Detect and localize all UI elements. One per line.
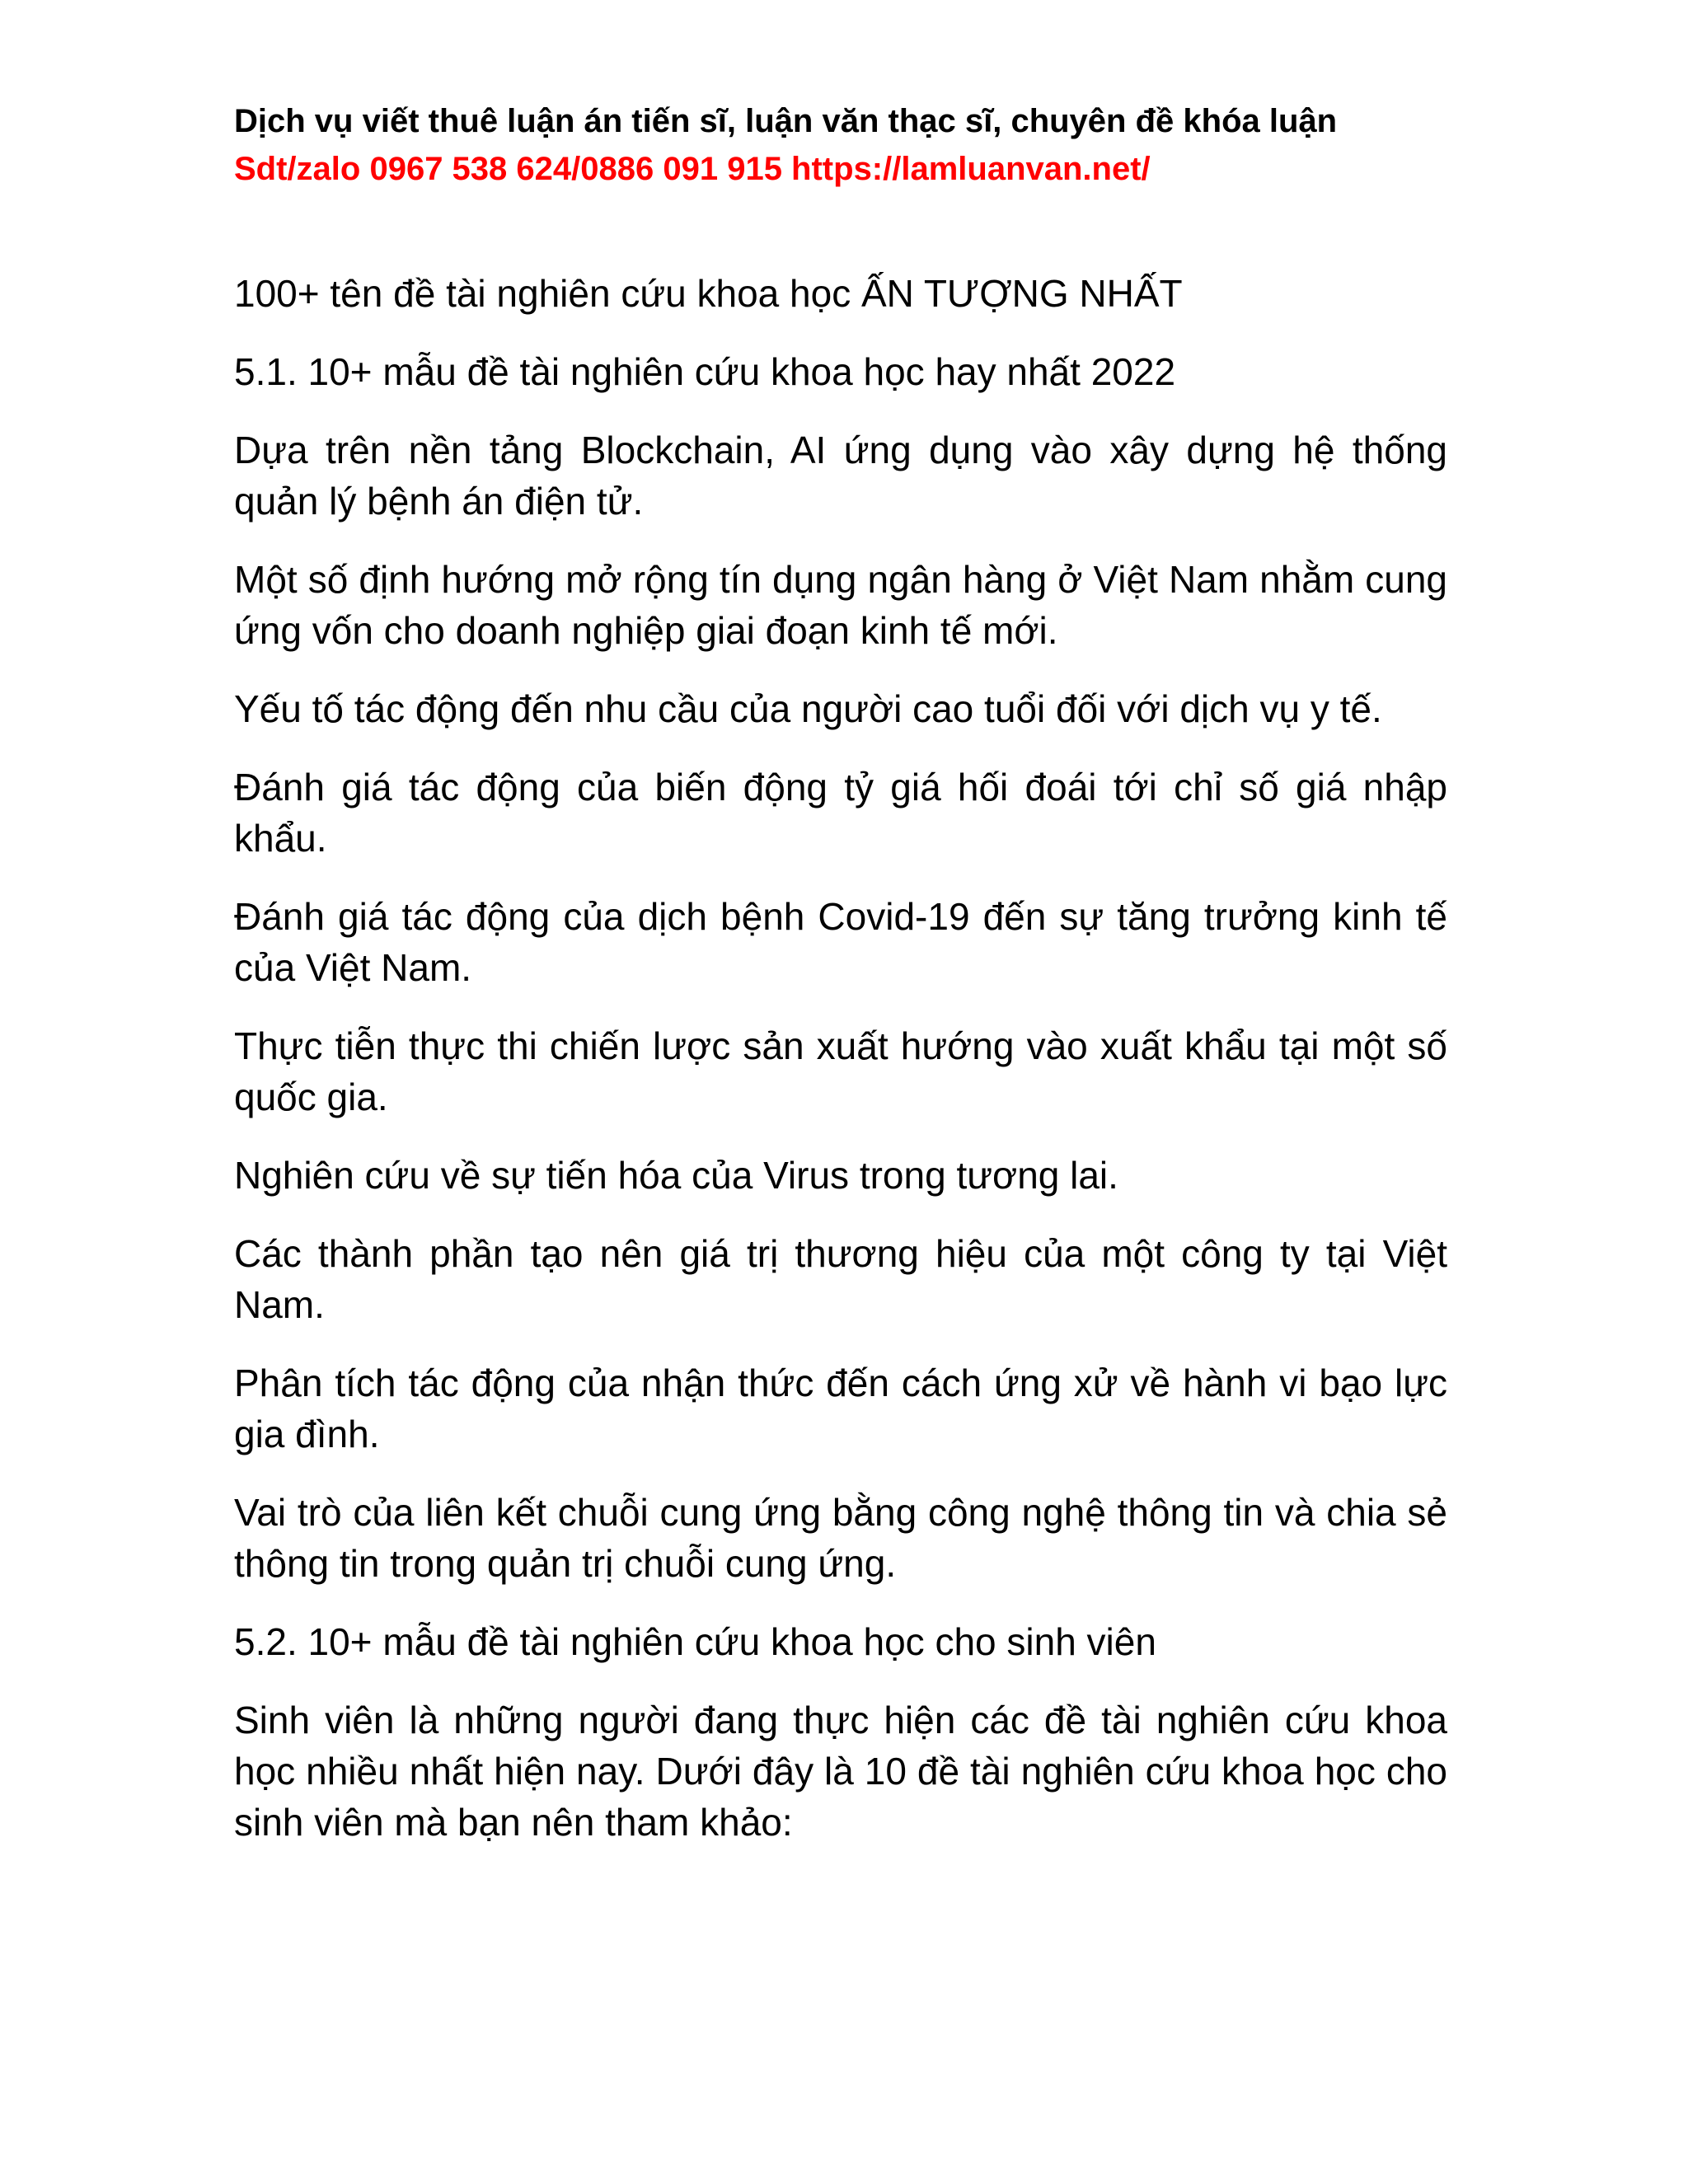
topic-paragraph: Dựa trên nền tảng Blockchain, AI ứng dụng vào xây dựng hệ thống quản lý bệnh án điện tử. bbox=[234, 429, 1447, 523]
topic-paragraph: Phân tích tác động của nhận thức đến cách ứng xử về hành vi bạo lực gia đình. bbox=[234, 1361, 1447, 1455]
section-heading-5-1: 5.1. 10+ mẫu đề tài nghiên cứu khoa học hay nhất 2022 bbox=[234, 350, 1176, 393]
topic-paragraph: Các thành phần tạo nên giá trị thương hiệu của một công ty tại Việt Nam. bbox=[234, 1232, 1447, 1326]
document-title: 100+ tên đề tài nghiên cứu khoa học ẤN TƯỢNG NHẤT bbox=[234, 272, 1183, 315]
section-heading-5-2: 5.2. 10+ mẫu đề tài nghiên cứu khoa học cho sinh viên bbox=[234, 1620, 1156, 1663]
topic-paragraph: Một số định hướng mở rộng tín dụng ngân hàng ở Việt Nam nhằm cung ứng vốn cho doanh nghiệp giai đoạn kinh tế mới. bbox=[234, 558, 1447, 652]
document-body bbox=[234, 268, 1447, 1875]
topic-paragraph: Đánh giá tác động của dịch bệnh Covid-19 đến sự tăng trưởng kinh tế của Việt Nam. bbox=[234, 895, 1447, 989]
page-header bbox=[234, 97, 1470, 193]
topic-paragraph: Thực tiễn thực thi chiến lược sản xuất hướng vào xuất khẩu tại một số quốc gia. bbox=[234, 1024, 1447, 1118]
topic-paragraph: Yếu tố tác động đến nhu cầu của người cao tuổi đối với dịch vụ y tế. bbox=[234, 687, 1382, 730]
topic-paragraph: Đánh giá tác động của biến động tỷ giá hối đoái tới chỉ số giá nhập khẩu. bbox=[234, 766, 1447, 860]
topic-paragraph: Vai trò của liên kết chuỗi cung ứng bằng công nghệ thông tin và chia sẻ thông tin trong quản trị chuỗi cung ứng. bbox=[234, 1491, 1447, 1585]
topic-paragraph: Nghiên cứu về sự tiến hóa của Virus trong tương lai. bbox=[234, 1154, 1118, 1197]
header-service-line: Dịch vụ viết thuê luận án tiến sĩ, luận văn thạc sĩ, chuyên đề khóa luận bbox=[234, 103, 1338, 139]
section-intro-paragraph: Sinh viên là những người đang thực hiện các đề tài nghiên cứu khoa học nhiều nhất hiện nay. Dưới đây là 10 đề tài nghiên cứu khoa học cho sinh viên mà bạn nên tham khảo: bbox=[234, 1699, 1447, 1844]
header-contact-line: Sdt/zalo 0967 538 624/0886 091 915 https://lamluanvan.net/ bbox=[234, 151, 1151, 187]
